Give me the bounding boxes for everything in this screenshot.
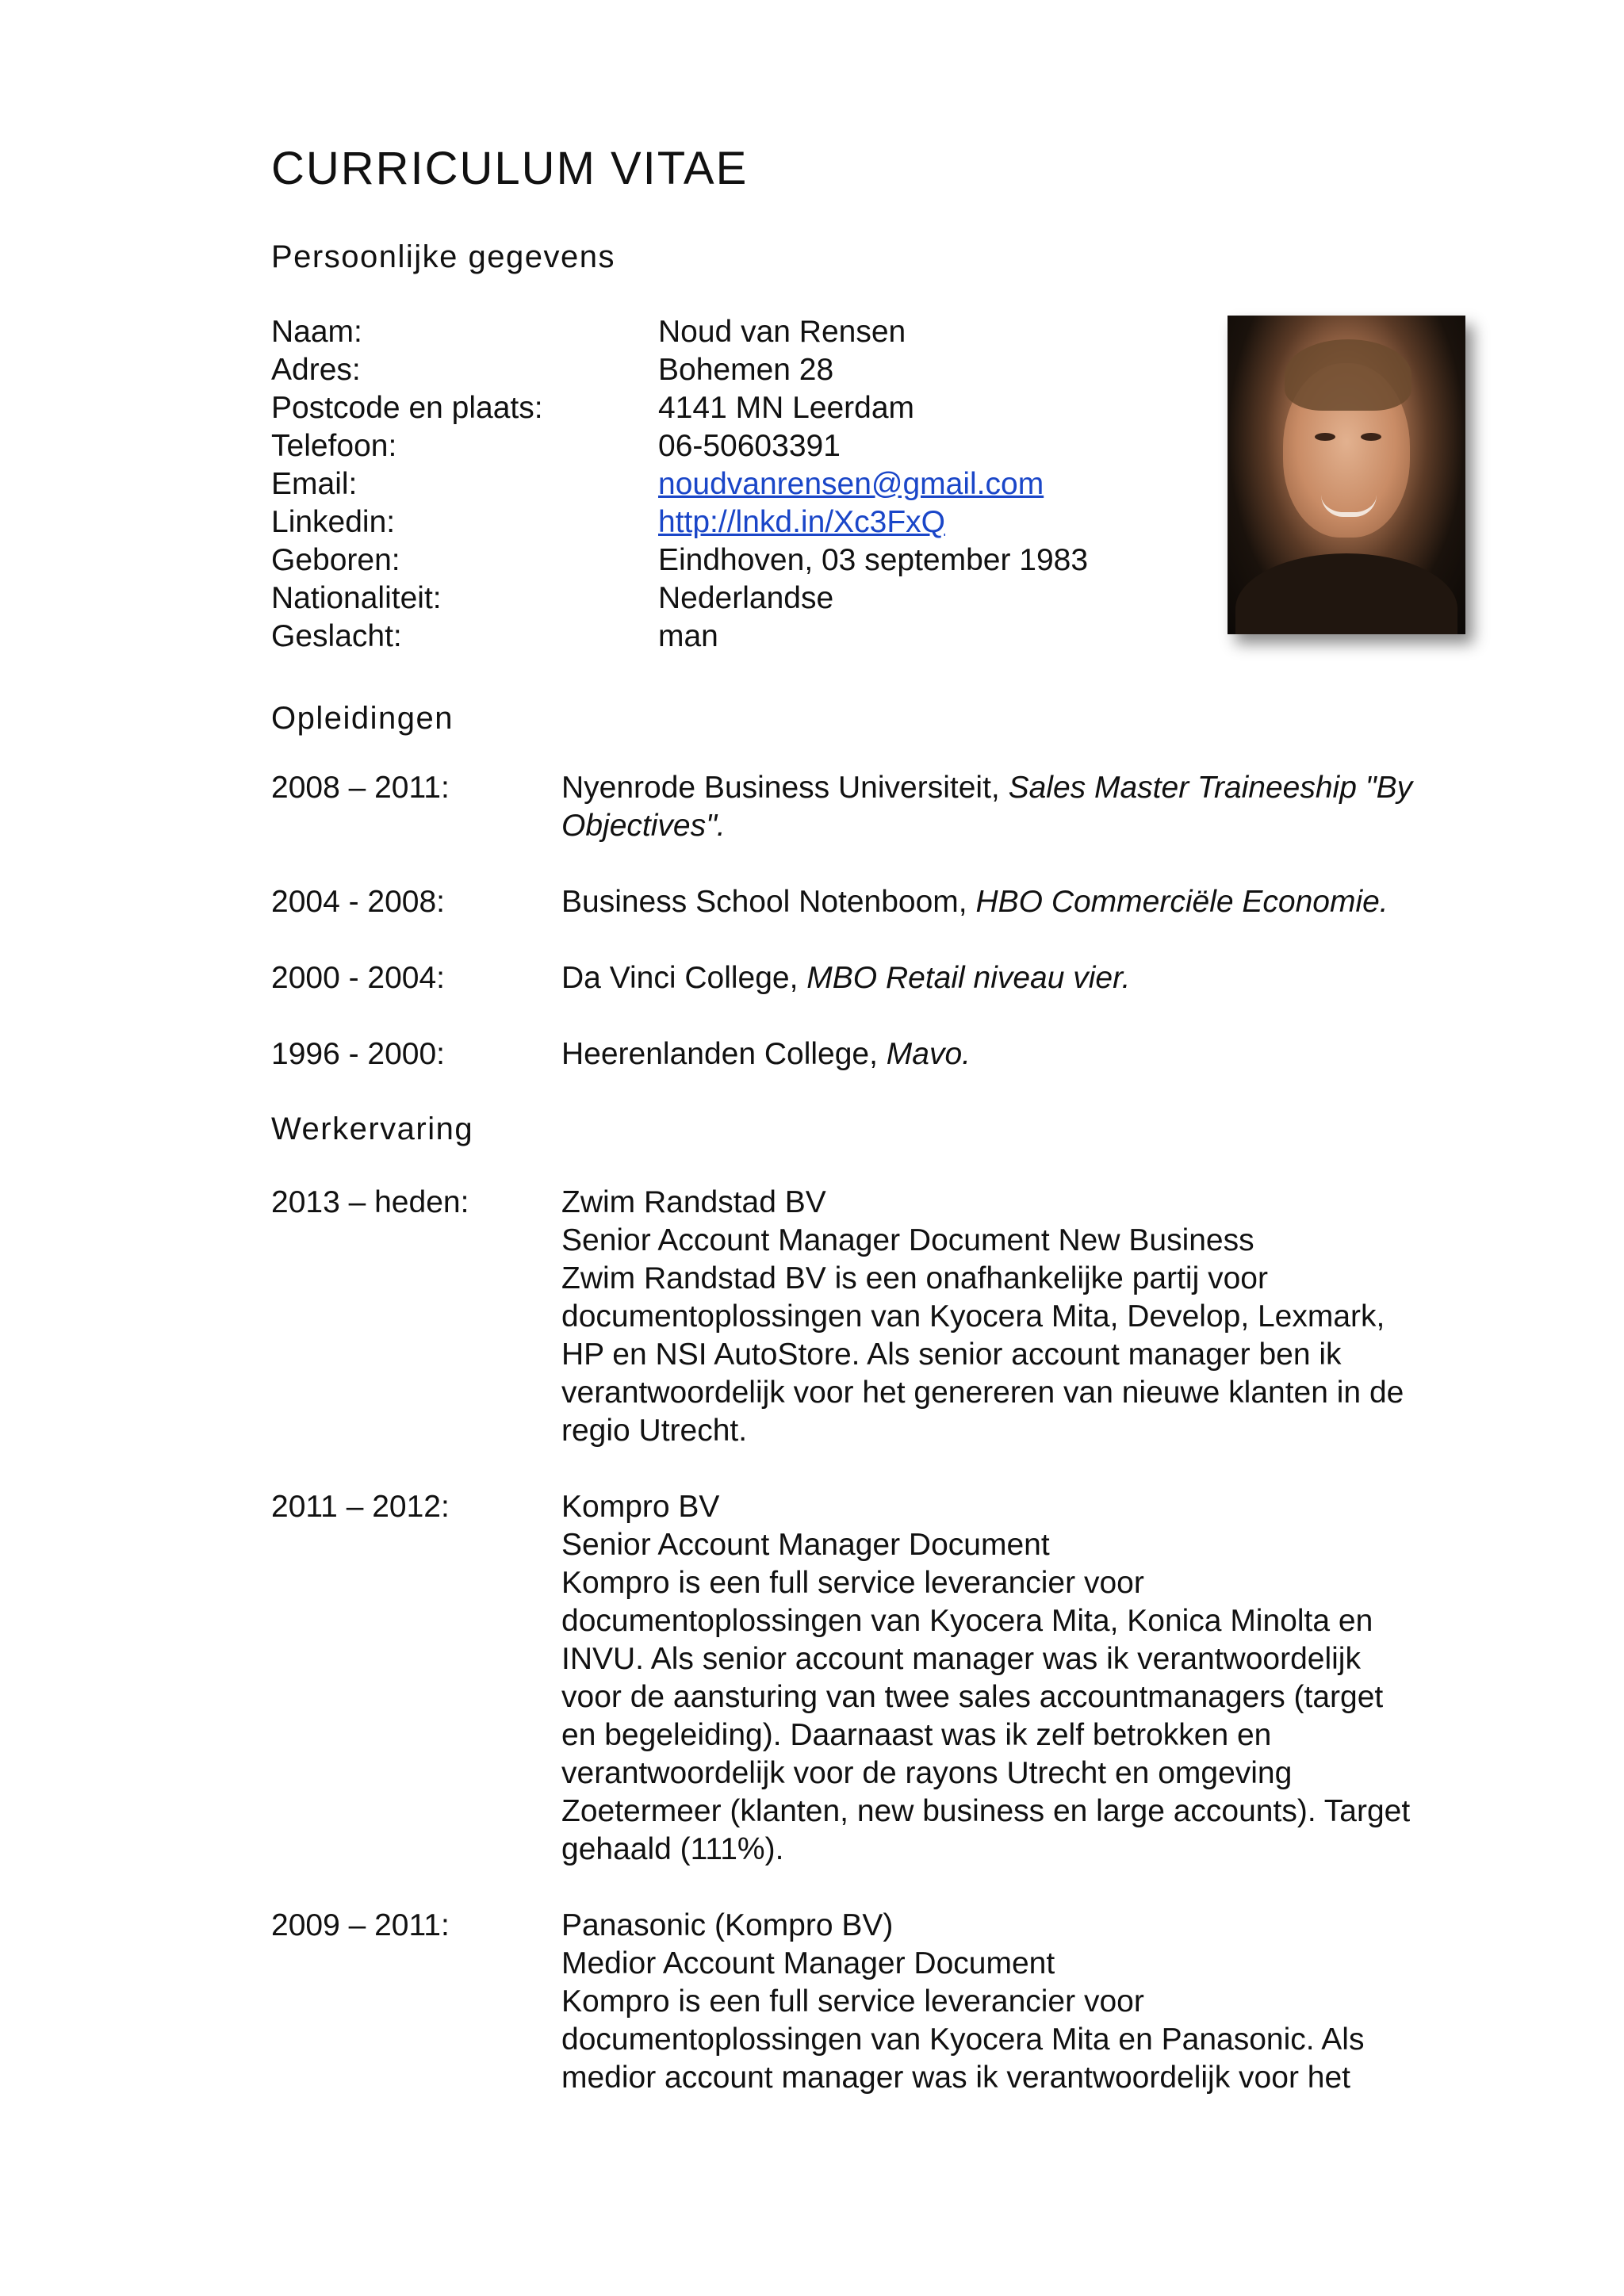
section-heading-experience: Werkervaring bbox=[271, 1112, 474, 1146]
experience-description-line: voor de aansturing van twee sales accountmanagers (target bbox=[561, 1680, 1384, 1714]
education-program: Sales Master Traineeship "By bbox=[1008, 771, 1413, 805]
personal-label: Nationaliteit: bbox=[271, 581, 442, 615]
personal-value: 06-50603391 bbox=[658, 429, 841, 463]
personal-label: Naam: bbox=[271, 315, 362, 349]
personal-label: Geslacht: bbox=[271, 619, 402, 653]
experience-description-line: HP en NSI AutoStore. Als senior account manager ben ik bbox=[561, 1337, 1342, 1372]
experience-description-line: documentoplossingen van Kyocera Mita en Panasonic. Als bbox=[561, 2022, 1365, 2057]
personal-value: 4141 MN Leerdam bbox=[658, 391, 915, 425]
personal-value: Noud van Rensen bbox=[658, 315, 906, 349]
education-program: HBO Commerciële Economie. bbox=[975, 885, 1388, 919]
experience-description-line: Zoetermeer (klanten, new business en large accounts). Target bbox=[561, 1794, 1411, 1828]
experience-description-line: verantwoordelijk voor het genereren van nieuwe klanten in de bbox=[561, 1376, 1404, 1410]
personal-details bbox=[271, 313, 1143, 656]
experience-description-line: verantwoordelijk voor de rayons Utrecht en omgeving bbox=[561, 1756, 1293, 1790]
education-program: MBO Retail niveau vier. bbox=[806, 961, 1131, 995]
personal-label: Linkedin: bbox=[271, 505, 396, 539]
experience-description-line: documentoplossingen van Kyocera Mita, Develop, Lexmark, bbox=[561, 1299, 1385, 1334]
portrait-photo bbox=[1228, 316, 1465, 634]
personal-label: Adres: bbox=[271, 353, 361, 387]
linkedin-link[interactable]: http://lnkd.in/Xc3FxQ bbox=[658, 505, 945, 539]
education-institution: Da Vinci College, bbox=[561, 961, 799, 995]
document-title: CURRICULUM VITAE bbox=[271, 143, 749, 194]
personal-row-address bbox=[271, 351, 1143, 389]
experience-company: Panasonic (Kompro BV) bbox=[561, 1908, 894, 1942]
experience-role: Senior Account Manager Document bbox=[561, 1528, 1050, 1562]
personal-row-postcode bbox=[271, 389, 1143, 427]
experience-description-line: Zwim Randstad BV is een onafhankelijke partij voor bbox=[561, 1261, 1268, 1295]
personal-label: Email: bbox=[271, 467, 358, 501]
section-heading-education: Opleidingen bbox=[271, 701, 454, 736]
experience-item bbox=[271, 1184, 1429, 1450]
experience-description-line: medior account manager was ik verantwoordelijk voor het bbox=[561, 2061, 1350, 2095]
personal-row-nationality bbox=[271, 580, 1143, 618]
education-item bbox=[271, 959, 1429, 997]
education-item bbox=[271, 883, 1429, 921]
education-institution: Business School Notenboom, bbox=[561, 885, 967, 919]
education-list bbox=[271, 769, 1429, 1073]
education-period: 2000 - 2004: bbox=[271, 961, 446, 995]
experience-period: 2013 – heden: bbox=[271, 1185, 469, 1219]
personal-row-gender bbox=[271, 618, 1143, 656]
experience-description-line: en begeleiding). Daarnaast was ik zelf betrokken en bbox=[561, 1718, 1272, 1752]
education-item bbox=[271, 1035, 1429, 1073]
photo-eye-left bbox=[1315, 433, 1335, 441]
education-period: 1996 - 2000: bbox=[271, 1037, 446, 1071]
personal-label: Telefoon: bbox=[271, 429, 397, 463]
photo-hair bbox=[1285, 339, 1411, 411]
experience-list bbox=[271, 1184, 1429, 2097]
experience-description-line: documentoplossingen van Kyocera Mita, Konica Minolta en bbox=[561, 1604, 1373, 1638]
personal-value: man bbox=[658, 619, 718, 653]
experience-company: Kompro BV bbox=[561, 1490, 720, 1524]
education-institution: Nyenrode Business Universiteit, bbox=[561, 771, 1000, 805]
email-link[interactable]: noudvanrensen@gmail.com bbox=[658, 467, 1044, 501]
experience-company: Zwim Randstad BV bbox=[561, 1185, 826, 1219]
education-institution: Heerenlanden College, bbox=[561, 1037, 878, 1071]
education-item bbox=[271, 769, 1429, 845]
experience-item bbox=[271, 1907, 1429, 2097]
experience-description-line: Kompro is een full service leverancier voor bbox=[561, 1984, 1144, 2019]
experience-item bbox=[271, 1488, 1429, 1869]
personal-label: Postcode en plaats: bbox=[271, 391, 543, 425]
photo-eye-right bbox=[1361, 433, 1381, 441]
experience-period: 2009 – 2011: bbox=[271, 1908, 450, 1942]
section-heading-personal: Persoonlijke gegevens bbox=[271, 239, 615, 274]
education-program-continued: Objectives". bbox=[561, 809, 726, 843]
education-period: 2004 - 2008: bbox=[271, 885, 446, 919]
experience-description-line: INVU. Als senior account manager was ik verantwoordelijk bbox=[561, 1642, 1361, 1676]
experience-description-line: regio Utrecht. bbox=[561, 1414, 748, 1448]
experience-description-line: Kompro is een full service leverancier voor bbox=[561, 1566, 1144, 1600]
personal-value: Nederlandse bbox=[658, 581, 834, 615]
personal-value: Eindhoven, 03 september 1983 bbox=[658, 543, 1089, 577]
personal-row-born bbox=[271, 541, 1143, 580]
personal-row-linkedin bbox=[271, 503, 1143, 541]
photo-shoulders bbox=[1235, 553, 1457, 634]
experience-role: Senior Account Manager Document New Business bbox=[561, 1223, 1254, 1257]
personal-row-name bbox=[271, 313, 1143, 351]
experience-role: Medior Account Manager Document bbox=[561, 1946, 1055, 1980]
personal-value: Bohemen 28 bbox=[658, 353, 834, 387]
education-program: Mavo. bbox=[886, 1037, 971, 1071]
experience-period: 2011 – 2012: bbox=[271, 1490, 450, 1524]
education-period: 2008 – 2011: bbox=[271, 771, 450, 805]
personal-row-email bbox=[271, 465, 1143, 503]
experience-description-line: gehaald (111%). bbox=[561, 1832, 784, 1866]
personal-row-phone bbox=[271, 427, 1143, 465]
personal-label: Geboren: bbox=[271, 543, 400, 577]
